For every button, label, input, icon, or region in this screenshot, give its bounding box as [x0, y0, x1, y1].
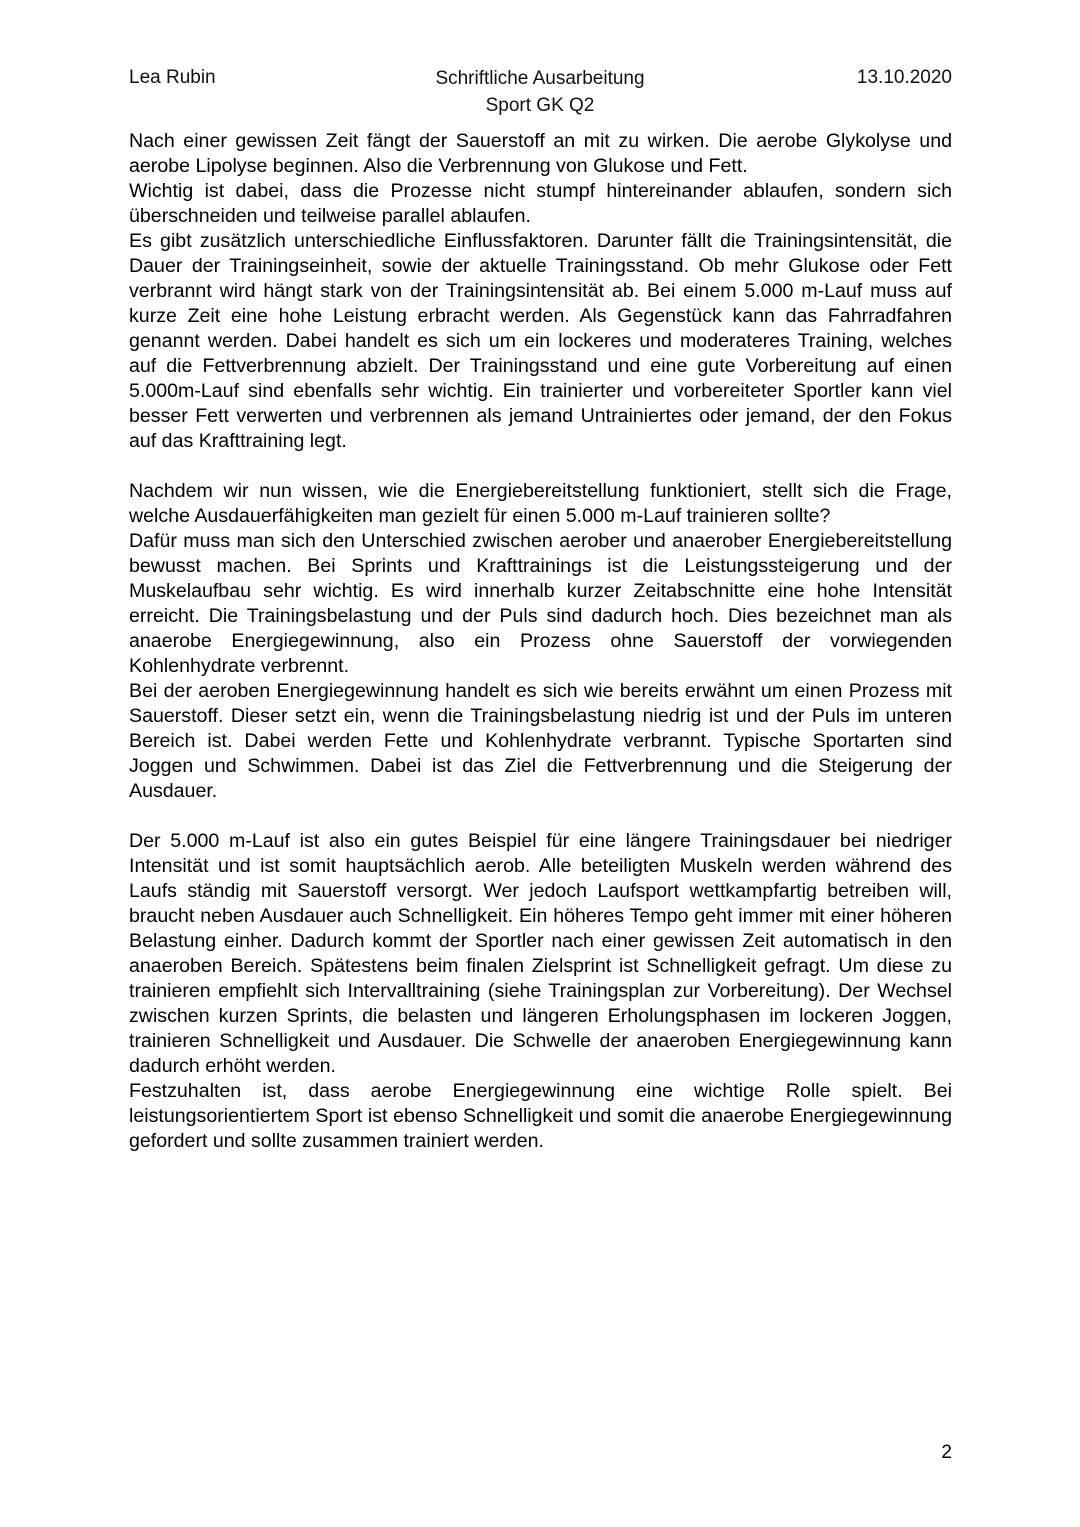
paragraph: Bei der aeroben Energiegewinnung handelt es sich wie bereits erwähnt um einen Prozess mit Sauerstoff. Dieser setzt ein, wenn die Trainingsbelastung niedrig ist und der Puls im unteren Bereich ist. Dabei werden Fette und Kohlenhydrate verbrannt. Typische Sportarten sind Joggen und Schwimmen. Dabei ist das Ziel die Fettverbrennung und die Steigerung der Ausdauer. [129, 680, 952, 802]
paragraph: Es gibt zusätzlich unterschiedliche Einflussfaktoren. Darunter fällt die Trainingsintensität, die Dauer der Trainingseinheit, sowie der aktuelle Trainingsstand. Ob mehr Glukose oder Fett verbrannt wird hängt stark von der Trainingsintensität ab. Bei einem 5.000 m-Lauf muss auf kurze Zeit eine hohe Leistung erbracht werden. Als Gegenstück kann das Fahrradfahren genannt werden. Dabei handelt es sich um ein lockeres und moderateres Training, welches auf die Fettverbrennung abzielt. Der Trainingsstand und eine gute Vorbereitung auf einen 5.000m-Lauf sind ebenfalls sehr wichtig. Ein trainierter und vorbereiteter Sportler kann viel besser Fett verwerten und verbrennen als jemand Untrainiertes oder jemand, der den Fokus auf das Krafttraining legt. [129, 230, 952, 452]
paragraph: Dafür muss man sich den Unterschied zwischen aerober und anaerober Energiebereitstellung bewusst machen. Bei Sprints und Krafttrainings ist die Leistungssteigerung und der Muskelaufbau sehr wichtig. Es wird innerhalb kurzer Zeitabschnitte eine hohe Intensität erreicht. Die Trainingsbelastung und der Puls sind dadurch hoch. Dies bezeichnet man als anaerobe Energiegewinnung, also ein Prozess ohne Sauerstoff der vorwiegenden Kohlenhydrate verbrennt. [129, 530, 952, 677]
paragraph: Nach einer gewissen Zeit fängt der Sauerstoff an mit zu wirken. Die aerobe Glykolyse und aerobe Lipolyse beginnen. Also die Verbrennung von Glukose und Fett. [129, 130, 952, 177]
page-number: 2 [941, 1442, 952, 1463]
header-date: 13.10.2020 [856, 67, 952, 88]
paragraph: Festzuhalten ist, dass aerobe Energiegewinnung eine wichtige Rolle spielt. Bei leistungsorientiertem Sport ist ebenso Schnelligkeit und somit die anaerobe Energiegewinnung gefordert und sollte zusammen trainiert werden. [129, 1080, 952, 1152]
header-title-line-1: Schriftliche Ausarbeitung [435, 68, 645, 89]
paragraph: Wichtig ist dabei, dass die Prozesse nicht stumpf hintereinander ablaufen, sondern sich überschneiden und teilweise parallel ablaufen. [129, 180, 952, 227]
paragraph: Nachdem wir nun wissen, wie die Energiebereitstellung funktioniert, stellt sich die Frage, welche Ausdauerfähigkeiten man gezielt für einen 5.000 m-Lauf trainieren sollte? [129, 480, 952, 527]
body-text [129, 129, 952, 1154]
header-author: Lea Rubin [129, 67, 216, 88]
header-title-line-2: Sport GK Q2 [485, 95, 595, 116]
paragraph: Der 5.000 m-Lauf ist also ein gutes Beispiel für eine längere Trainingsdauer bei niedriger Intensität und ist somit hauptsächlich aerob. Alle beteiligten Muskeln werden während des Laufs ständig mit Sauerstoff versorgt. Wer jedoch Laufsport wettkampfartig betreiben will, braucht neben Ausdauer auch Schnelligkeit. Ein höheres Tempo geht immer mit einer höheren Belastung einher. Dadurch kommt der Sportler nach einer gewissen Zeit automatisch in den anaeroben Bereich. Spätestens beim finalen Zielsprint ist Schnelligkeit gefragt. Um diese zu trainieren empfiehlt sich Intervalltraining (siehe Trainingsplan zur Vorbereitung). Der Wechsel zwischen kurzen Sprints, die belasten und längeren Erholungsphasen im lockeren Joggen, trainieren Schnelligkeit und Ausdauer. Die Schwelle der anaeroben Energiegewinnung kann dadurch erhöht werden. [129, 830, 952, 1077]
